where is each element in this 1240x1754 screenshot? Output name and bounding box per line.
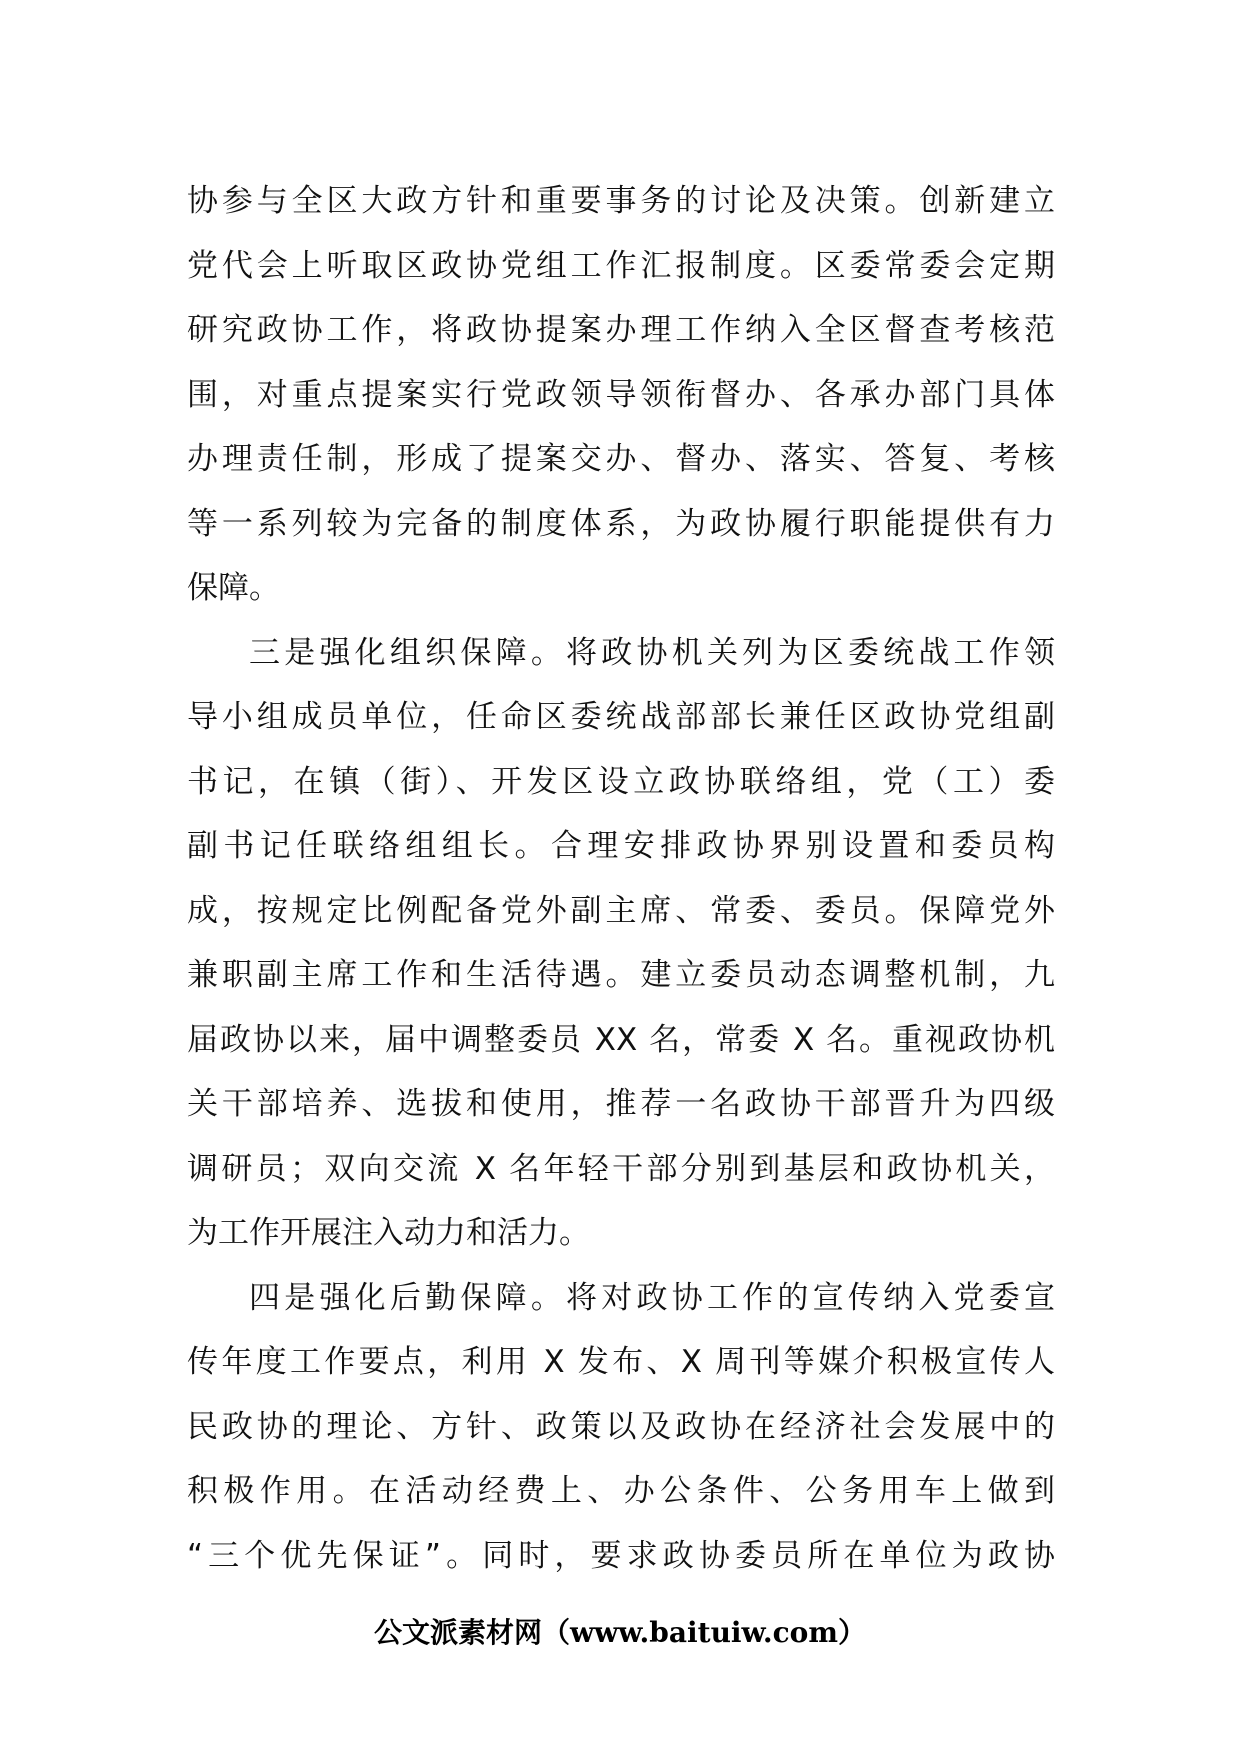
text-line: 研究政协工作，将政协提案办理工作纳入全区督查考核范 (187, 312, 1055, 348)
text-line: 民政协的理论、方针、政策以及政协在经济社会发展中的 (187, 1408, 1055, 1445)
paragraph-start-line: 三是强化组织保障。将政协机关列为区委统战工作领 (249, 634, 1055, 671)
text-line: 党代会上听取区政协党组工作汇报制度。区委常委会定期 (187, 247, 1055, 284)
text-line: 关干部培养、选拔和使用，推荐一名政协干部晋升为四级 (187, 1086, 1055, 1122)
paragraph-end-line: 为工作开展注入动力和活力。 (187, 1215, 590, 1251)
text-line: 副书记任联络组组长。合理安排政协界别设置和委员构 (187, 828, 1055, 864)
text-line: 成，按规定比例配备党外副主席、常委、委员。保障党外 (187, 892, 1055, 929)
text-line: 办理责任制，形成了提案交办、督办、落实、答复、考核 (187, 441, 1055, 477)
text-line: 兼职副主席工作和生活待遇。建立委员动态调整机制，九 (187, 957, 1055, 993)
paragraph-end-line: 保障。 (187, 570, 280, 606)
text-line: 调研员；双向交流 X 名年轻干部分别到基层和政协机关， (187, 1150, 1055, 1187)
text-line: 围，对重点提案实行党政领导领衔督办、各承办部门具体 (187, 376, 1055, 413)
text-line: 等一系列较为完备的制度体系，为政协履行职能提供有力 (187, 505, 1055, 542)
text-line: 届政协以来，届中调整委员 XX 名，常委 X 名。重视政协机 (187, 1021, 1055, 1058)
text-line: 传年度工作要点，利用 X 发布、X 周刊等媒介积极宣传人 (187, 1344, 1055, 1380)
text-line: “三个优先保证”。同时，要求政协委员所在单位为政协 (187, 1537, 1055, 1574)
text-line: 积极作用。在活动经费上、办公条件、公务用车上做到 (187, 1473, 1055, 1509)
text-line: 书记，在镇（街）、开发区设立政协联络组，党（工）委 (187, 763, 1055, 800)
paragraph-start-line: 四是强化后勤保障。将对政协工作的宣传纳入党委宣 (249, 1279, 1055, 1316)
body-text (187, 169, 1055, 1588)
text-line: 协参与全区大政方针和重要事务的讨论及决策。创新建立 (187, 183, 1055, 219)
text-line: 导小组成员单位，任命区委统战部部长兼任区政协党组副 (187, 699, 1055, 735)
footer-source: 公文派素材网（www.baituiw.com） (374, 1616, 866, 1649)
